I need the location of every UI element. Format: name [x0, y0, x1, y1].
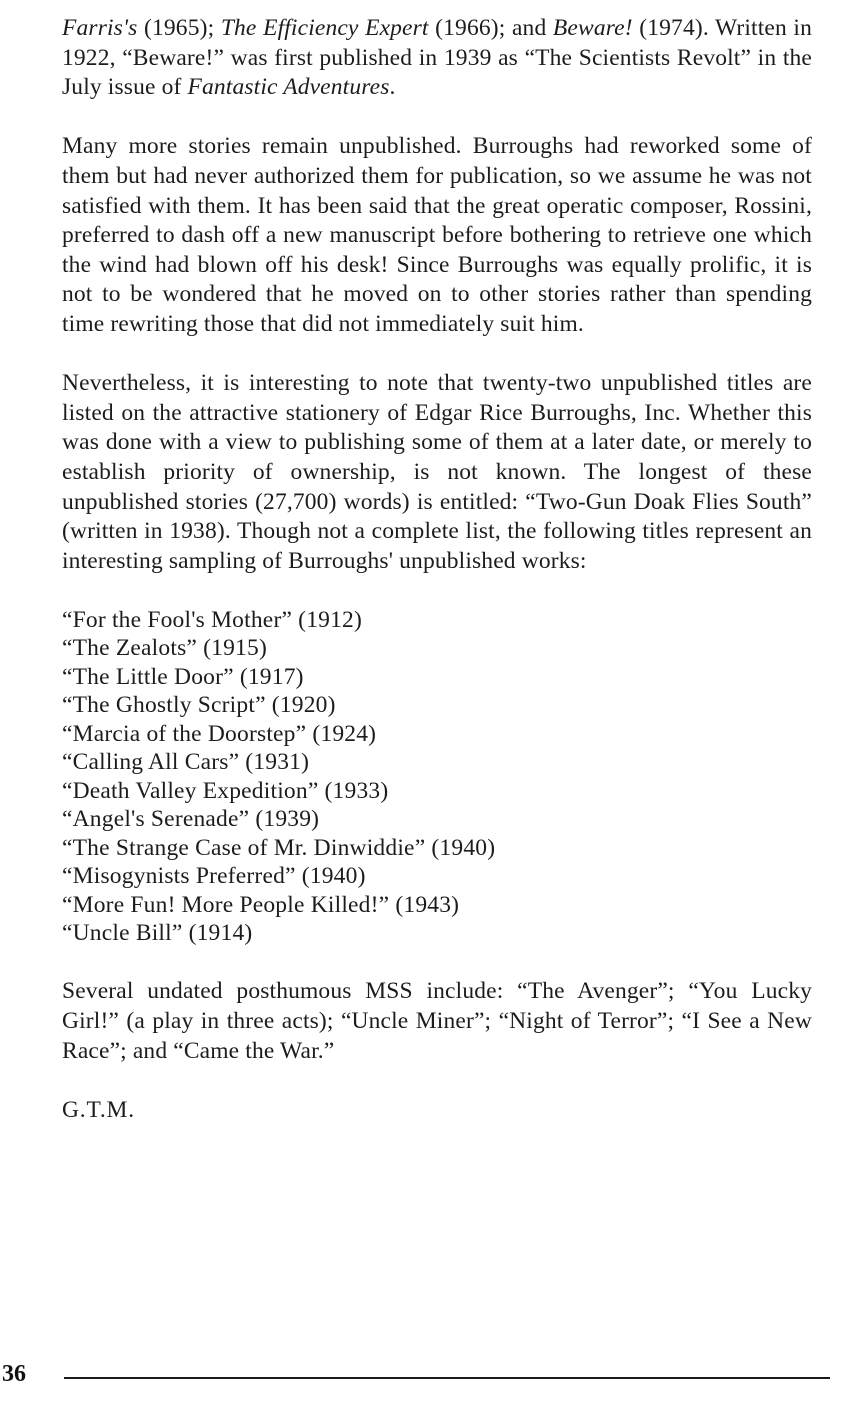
page-footer [0, 1357, 864, 1397]
footer-rule-divider [64, 1377, 830, 1379]
list-item: “The Little Door” (1917) [62, 663, 304, 690]
italic-title-farris: Farris's [62, 15, 138, 41]
paragraph-gap [62, 1066, 812, 1096]
paragraph-text: . [389, 74, 396, 101]
page-number: 36 [2, 1361, 26, 1387]
list-item: “More Fun! More People Killed!” (1943) [62, 891, 460, 918]
list-item: “For the Fool's Mother” (1912) [62, 606, 363, 633]
list-item: “Calling All Cars” (1931) [62, 749, 310, 776]
list-item: “Death Valley Expedition” (1933) [62, 777, 389, 804]
italic-title-fantastic-adventures: Fantastic Adventures [187, 74, 390, 101]
paragraph-unpublished-stories: Many more stories remain unpublished. Burroughs had reworked some of them but had never authorized them for publication, so we assume he was not satisfied with them. It has been said that the great operatic composer, Rossini, preferred to dash off a new manuscript before bothering to retrieve one which the wind had blown off his desk! Since Burroughs was equally prolific, it is not to be wondered that he moved on to other stories rather than spending time rewriting those that did not immediately suit him. [62, 133, 812, 337]
list-item: “The Strange Case of Mr. Dinwiddie” (1940) [62, 834, 496, 861]
unpublished-titles-list [62, 606, 812, 948]
paragraph-text: (1974). Written in 1922, “Beware!” was first published in 1939 as “The Scientists Revolt” in the July issue of [62, 15, 813, 101]
page-content [62, 14, 812, 1125]
paragraph-works-list [62, 14, 812, 103]
list-item: “Marcia of the Doorstep” (1924) [62, 720, 377, 747]
list-item: “Uncle Bill” (1914) [62, 920, 253, 947]
paragraph-gap [62, 576, 812, 606]
paragraph-gap [62, 948, 812, 978]
paragraph-gap [62, 340, 812, 370]
paragraph-posthumous-mss: Several undated posthumous MSS include: “The Avenger”; “You Lucky Girl!” (a play in three acts); “Uncle Miner”; “Night of Terror”; “I See a New Race”; and “Came the War.” [62, 978, 812, 1064]
paragraph-gap [62, 103, 812, 133]
italic-title-beware: Beware! [552, 15, 633, 41]
list-item: “The Ghostly Script” (1920) [62, 692, 336, 719]
paragraph-text: (1965); [137, 15, 221, 41]
list-item: “Misogynists Preferred” (1940) [62, 863, 366, 890]
list-item: “The Zealots” (1915) [62, 635, 267, 662]
italic-title-efficiency-expert: The Efficiency Expert [220, 15, 429, 41]
paragraph-text: (1966); and [428, 15, 553, 41]
list-item: “Angel's Serenade” (1939) [62, 806, 320, 833]
paragraph-stationery-titles: Nevertheless, it is interesting to note that twenty-two unpublished titles are listed on the attractive stationery of Edgar Rice Burroughs, Inc. Whether this was done with a view to publishing some of them at a later date, or merely to establish priority of ownership, is not known. The longest of these unpublished stories (27,700) words) is entitled: “Two-Gun Doak Flies South” (written in 1938). Though not a complete list, the following titles represent an interesting sampling of Burroughs' unpublished works: [62, 370, 812, 574]
author-initials: G.T.M. [62, 1096, 135, 1123]
